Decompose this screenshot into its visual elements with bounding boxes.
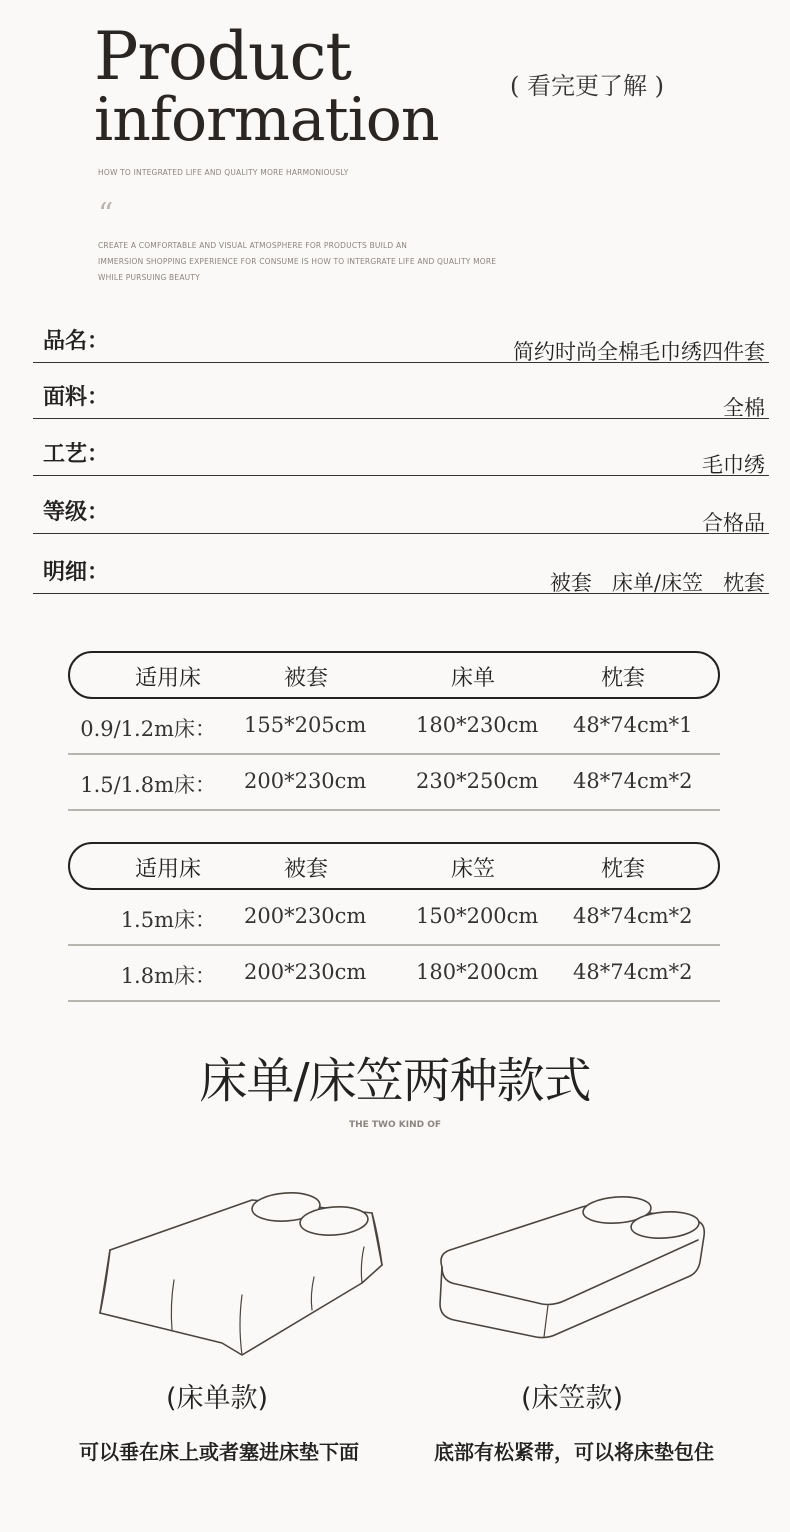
tagline: HOW TO INTEGRATED LIFE AND QUALITY MORE HARMONIOUSLY [98,168,349,177]
flat-sheet-illustration [92,1185,387,1365]
info-row-details [33,549,769,594]
description-line: WHILE PURSUING BEAUTY [98,273,200,282]
header-cell: 枕套 [600,857,646,882]
info-value: 毛巾绣 [702,453,765,477]
description-line: IMMERSION SHOPPING EXPERIENCE FOR CONSUME IS HOW TO INTERGRATE LIFE AND QUALITY MORE [98,257,497,266]
table-cell: 48*74cm*2 [573,769,693,793]
table-row [68,890,720,946]
table-cell: 150*200cm [416,904,539,928]
header-cell: 床单 [450,666,496,691]
table-row [68,946,720,1002]
info-label: 明细： [43,560,110,585]
table-cell: 200*230cm [244,769,367,793]
info-value: 被套 床单/床笠 枕套 [549,571,765,595]
header-cell: 被套 [283,666,329,691]
header-cell: 床笠 [450,857,496,882]
table-cell: 200*230cm [244,960,367,984]
table-header [68,842,720,890]
info-label: 品名： [43,329,110,354]
header-cell: 被套 [283,857,329,882]
info-row-grade [33,489,769,534]
styles-title: 床单/床笠两种款式 [199,1053,591,1109]
table-header [68,651,720,699]
header-cell: 适用床 [134,857,202,882]
table-cell: 230*250cm [416,769,539,793]
info-label: 工艺： [43,442,110,467]
info-row-craft [33,431,769,476]
title-line-2: information [94,85,439,155]
description-line: CREATE A COMFORTABLE AND VISUAL ATMOSPHERE FOR PRODUCTS BUILD AN [98,241,408,250]
info-value: 全棉 [723,396,765,420]
info-label: 等级： [43,500,110,525]
table-cell: 48*74cm*2 [573,904,693,928]
table-cell: 155*205cm [244,713,367,737]
table-cell: 200*230cm [244,904,367,928]
size-table-fitted [68,842,720,1002]
table-cell: 1.5/1.8m床： [80,773,216,797]
table-cell: 1.8m床： [120,964,216,988]
table-cell: 180*230cm [416,713,539,737]
table-row [68,699,720,755]
title-line-1: Product [94,18,351,95]
info-row-fabric [33,374,769,419]
description [98,238,518,286]
read-more-note: ( 看完更了解 ) [510,72,664,100]
table-cell: 0.9/1.2m床： [80,717,216,741]
table-cell: 180*200cm [416,960,539,984]
info-value: 简约时尚全棉毛巾绣四件套 [513,340,765,364]
header-cell: 适用床 [134,666,202,691]
table-cell: 48*74cm*1 [573,713,693,737]
styles-subtitle: THE TWO KIND OF [348,1120,442,1130]
flat-sheet-description: 可以垂在床上或者塞进床垫下面 [79,1440,359,1464]
info-value: 合格品 [702,511,765,535]
fitted-sheet-description: 底部有松紧带，可以将床垫包住 [434,1440,714,1464]
fitted-sheet-label: (床笠款) [520,1383,624,1414]
table-cell: 48*74cm*2 [573,960,693,984]
table-cell: 1.5m床： [120,908,216,932]
info-row-name [33,318,769,363]
header-cell: 枕套 [600,666,646,691]
flat-sheet-label: (床单款) [165,1383,269,1414]
info-label: 面料： [43,385,110,410]
fitted-sheet-illustration [432,1192,712,1347]
quote-mark-icon: “ [98,197,114,232]
size-table-flat [68,651,720,811]
table-row [68,755,720,811]
